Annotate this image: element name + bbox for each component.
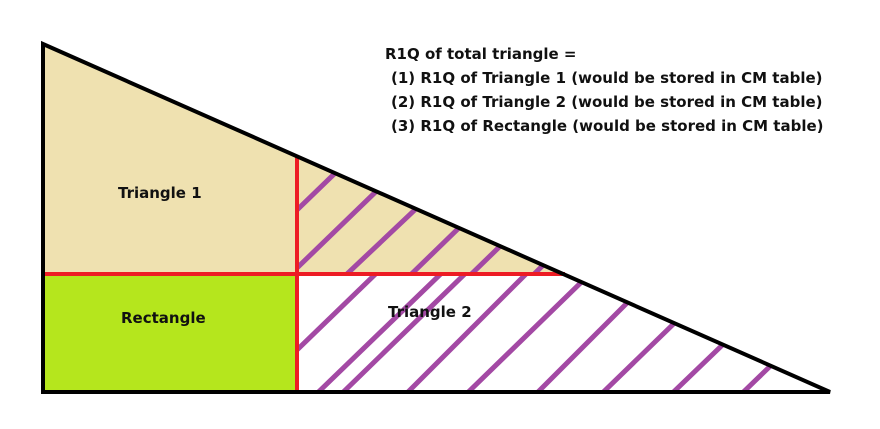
- triangle-2-label: Triangle 2: [388, 303, 472, 321]
- notes-item-2: (2) R1Q of Triangle 2 (would be stored in CM table): [391, 93, 823, 111]
- triangle-1-region: [43, 44, 297, 274]
- notes-item-3: (3) R1Q of Rectangle (would be stored in CM table): [391, 117, 824, 135]
- notes-item-1: (1) R1Q of Triangle 1 (would be stored in CM table): [391, 69, 823, 87]
- rectangle-label: Rectangle: [121, 309, 206, 327]
- triangle-1-label: Triangle 1: [118, 184, 202, 202]
- notes-title: R1Q of total triangle =: [385, 45, 577, 63]
- explanation-notes: [385, 42, 824, 138]
- rectangle-region: [43, 274, 297, 392]
